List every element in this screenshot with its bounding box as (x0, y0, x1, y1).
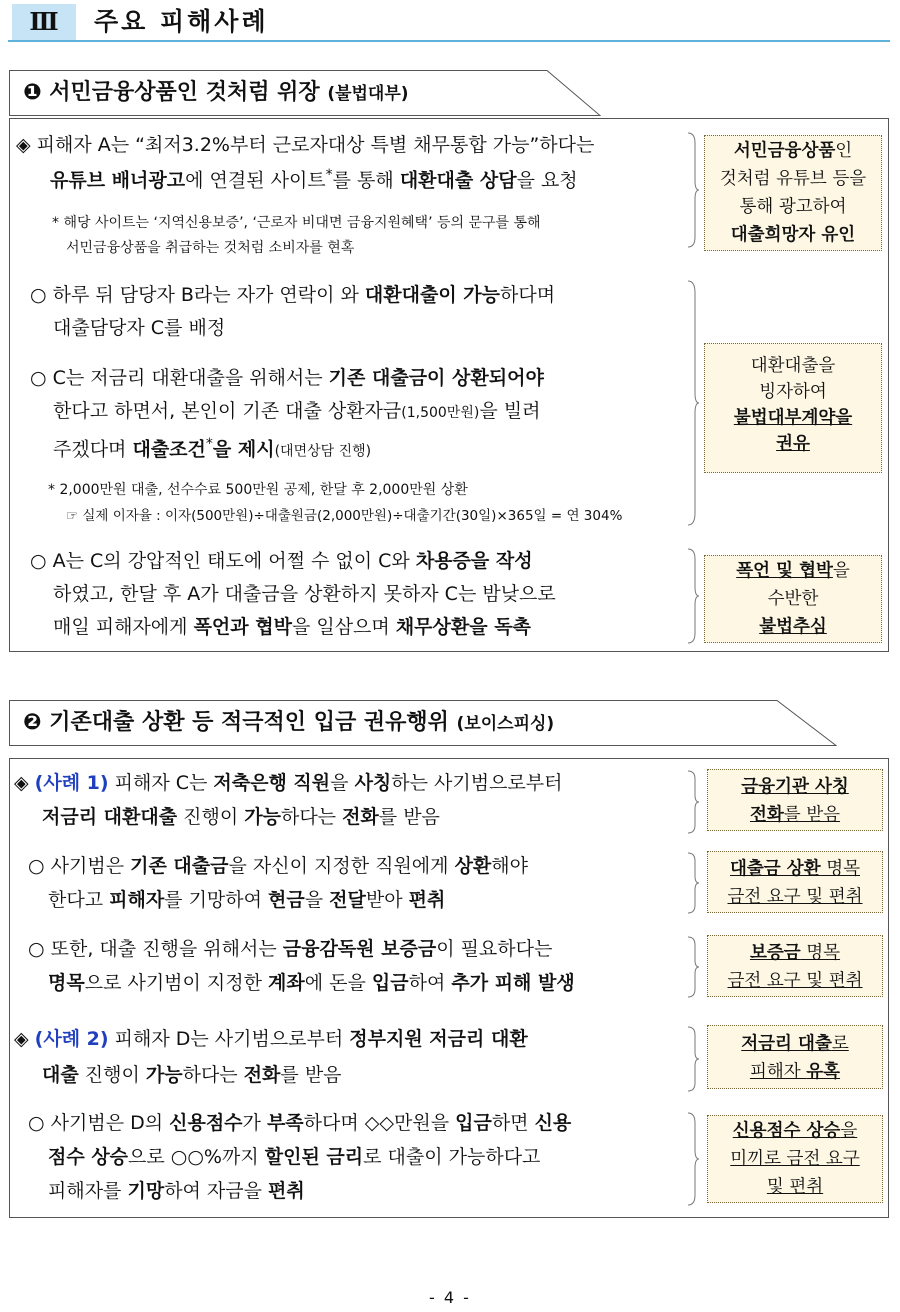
case2-tab-title: ❷ 기존대출 상환 등 적극적인 입금 권유행위 (23, 710, 449, 735)
brace-icon (686, 769, 700, 835)
circle-bullet-icon: ○ (28, 1112, 45, 1134)
brace-icon (686, 131, 700, 249)
case2-c1-line1: ◈ (사례 1) 피해자 C는 저축은행 직원을 사칭하는 사기범으로부터 (14, 772, 563, 794)
case2-tab-title-wrap (23, 707, 554, 740)
case1-p3-note2: ☞ 실제 이자율 : 이자(500만원)÷대출원금(2,000만원)÷대출기간(30일)×365일 = 연 304% (66, 508, 623, 524)
case2-c1p1-line1: ○ 사기범은 기존 대출금을 자신이 지정한 직원에게 상환해야 (28, 855, 528, 877)
case1-side-box-2: 대환대출을 빙자하여 불법대부계약을 권유 (704, 343, 882, 473)
case2-side-box-4: 저금리 대출로 피해자 유혹 (707, 1025, 883, 1089)
case1-main-line1: ◈ 피해자 A는 “최저3.2%부터 근로자대상 특별 채무통합 가능”하다는 (16, 134, 595, 156)
brace-icon (686, 851, 700, 915)
case1-tab-title-wrap (23, 77, 409, 110)
circle-bullet-icon: ○ (30, 367, 47, 389)
case2-tab (9, 700, 837, 746)
case1-p3-line1: ○ C는 저금리 대환대출을 위해서는 기존 대출금이 상환되어야 (30, 367, 544, 389)
case2-side-box-3: 보증금 명목 금전 요구 및 편취 (707, 935, 883, 997)
case2-side-box-1: 금융기관 사칭 전화를 받음 (707, 769, 883, 831)
case1-main-note1: * 해당 사이트는 ‘지역신용보증’, ‘근로자 비대면 금융지원혜택’ 등의 문구를 통해 (52, 215, 541, 231)
brace-icon (686, 1111, 700, 1207)
diamond-bullet-icon: ◈ (14, 772, 29, 794)
case1-panel (9, 118, 889, 652)
case1-tab (9, 70, 601, 116)
diamond-bullet-icon: ◈ (14, 1028, 29, 1050)
case1-p2-line1: ○ 하루 뒤 담당자 B라는 자가 연락이 와 대환대출이 가능하다며 (30, 284, 556, 306)
case2-panel (9, 758, 889, 1218)
section-numeral: Ⅲ (12, 4, 76, 40)
brace-icon (686, 547, 700, 645)
case2-c2-line2: 대출 진행이 가능하다는 전화를 받음 (42, 1064, 342, 1086)
brace-icon (686, 935, 700, 999)
circle-bullet-icon: ○ (30, 550, 47, 572)
case2-c1p2-line2: 명목으로 사기범이 지정한 계좌에 돈을 입금하여 추가 피해 발생 (48, 972, 575, 994)
case1-p2-line2: 대출담당자 C를 배정 (53, 317, 226, 339)
case1-side-box-3: 폭언 및 협박을 수반한 불법추심 (704, 555, 882, 643)
case2-c2p1-line3: 피해자를 기망하여 자금을 편취 (48, 1180, 305, 1202)
case2-c1-line2: 저금리 대환대출 진행이 가능하다는 전화를 받음 (42, 806, 440, 828)
case2-c2p1-line2: 점수 상승으로 ○○%까지 할인된 금리로 대출이 가능하다고 (48, 1146, 541, 1168)
case2-side-box-5: 신용점수 상승을 미끼로 금전 요구 및 편취 (707, 1115, 883, 1203)
section-title: 주요 피해사례 (94, 7, 269, 36)
circle-bullet-icon: ○ (28, 938, 45, 960)
brace-icon (686, 279, 700, 527)
section-header (8, 4, 890, 42)
case1-p3-line3: 주겠다며 대출조건*을 제시(대면상담 진행) (53, 436, 372, 461)
diamond-bullet-icon: ◈ (16, 134, 31, 156)
circle-bullet-icon: ○ (28, 855, 45, 877)
case1-side-box-1: 서민금융상품인 것처럼 유튜브 등을 통해 광고하여 대출희망자 유인 (704, 135, 882, 251)
case1-p4-line1: ○ A는 C의 강압적인 태도에 어쩔 수 없이 C와 차용증을 작성 (30, 550, 533, 572)
case2-tab-sub: (보이스피싱) (456, 714, 555, 734)
circle-bullet-icon: ○ (30, 284, 47, 306)
case1-tab-title: ❶ 서민금융상품인 것처럼 위장 (23, 80, 320, 105)
case1-main-line2: 유튜브 배너광고에 연결된 사이트*를 통해 대환대출 상담을 요청 (50, 167, 578, 192)
case2-c2p1-line1: ○ 사기범은 D의 신용점수가 부족하다며 ◇◇만원을 입금하면 신용 (28, 1112, 572, 1134)
case1-p3-note1: * 2,000만원 대출, 선수수료 500만원 공제, 한달 후 2,000만원 상환 (48, 482, 468, 498)
case1-p3-line2: 한다고 하면서, 본인이 기존 대출 상환자금(1,500만원)을 빌려 (53, 400, 541, 422)
case1-main-note2: 서민금융상품을 취급하는 것처럼 소비자를 현혹 (66, 240, 355, 256)
case2-c1p2-line1: ○ 또한, 대출 진행을 위해서는 금융감독원 보증금이 필요하다는 (28, 938, 553, 960)
case2-c1p1-line2: 한다고 피해자를 기망하여 현금을 전달받아 편취 (48, 889, 446, 911)
case1-tab-sub: (불법대부) (327, 84, 409, 104)
case2-c2-line1: ◈ (사례 2) 피해자 D는 사기범으로부터 정부지원 저금리 대환 (14, 1028, 528, 1050)
brace-icon (686, 1025, 700, 1093)
case2-side-box-2: 대출금 상환 명목 금전 요구 및 편취 (707, 851, 883, 913)
case1-p4-line3: 매일 피해자에게 폭언과 협박을 일삼으며 채무상환을 독촉 (53, 616, 531, 638)
page-number: - 4 - (429, 1288, 471, 1307)
case1-p4-line2: 하였고, 한달 후 A가 대출금을 상환하지 못하자 C는 밤낮으로 (53, 583, 556, 605)
